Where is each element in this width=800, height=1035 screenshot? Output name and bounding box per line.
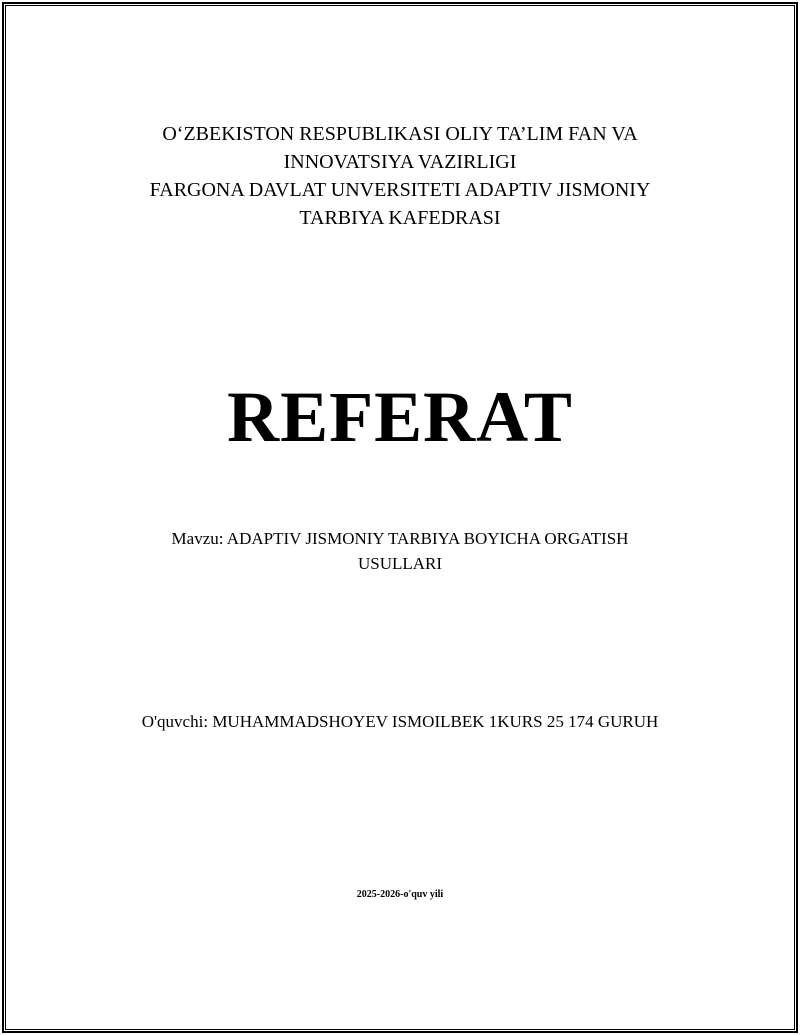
header-line-3: FARGONA DAVLAT UNVERSITETI ADAPTIV JISMONIY <box>149 179 651 201</box>
student-name: MUHAMMADSHOYEV ISMOILBEK 1KURS 25 174 GURUH <box>212 712 659 731</box>
document-title: REFERAT <box>227 377 573 457</box>
academic-year: 2025-2026-o'quv yili <box>356 889 444 900</box>
header-line-4: TARBIYA KAFEDRASI <box>299 207 501 229</box>
student-section <box>0 707 800 737</box>
topic-section <box>0 526 800 576</box>
header-line-1: O‘ZBEKISTON RESPUBLIKASI OLIY TA’LIM FAN VA <box>162 123 638 145</box>
topic-label: Mavzu: <box>171 529 224 548</box>
institution-header <box>0 120 800 232</box>
topic-text: ADAPTIV JISMONIY TARBIYA BOYICHA ORGATISH USULLARI <box>226 529 629 573</box>
header-line-2: INNOVATSIYA VAZIRLIGI <box>283 151 517 173</box>
topic-line <box>130 526 670 576</box>
student-label: O'quvchi: <box>141 712 209 731</box>
